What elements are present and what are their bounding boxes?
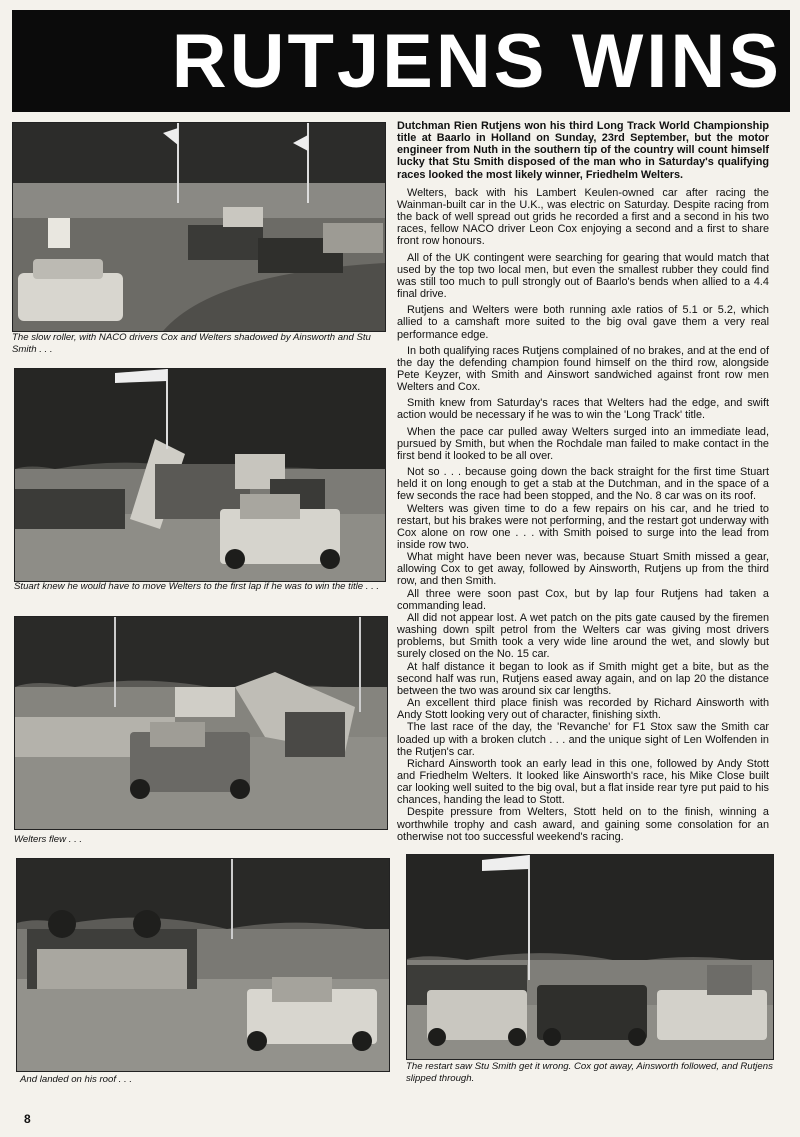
headline: RUTJENS WINS — [171, 19, 782, 104]
article-paragraph: Richard Ainsworth took an early lead in this one, followed by Andy Stott and Friedhelm Welters. It looked like Ainsworth's race, his Mike Close built car looking well suited to the big oval, but a flat inside rear tyre put paid to his chances, handing the lead to Stott. — [397, 757, 769, 807]
article-paragraph: All three were soon past Cox, but by lap four Rutjens had taken a commanding lead. — [397, 587, 769, 612]
photo-landed-on-roof-image — [17, 859, 389, 1071]
page-number: 8 — [24, 1112, 31, 1126]
article-paragraph: Welters, back with his Lambert Keulen-owned car after racing the Wainman-built car in the U.K., was electric on Saturday. Despite racing from the back of well spread out grids he recorded a first and a second in his two races, fellow NACO driver Leon Cox enjoying a second and a first to share front row honours. — [397, 186, 769, 248]
article-body — [397, 120, 769, 843]
article-paragraph: At half distance it began to look as if Smith might get a bite, but as the second half was run, Rutjens eased away again, and on lap 20 the distance between the two was around six car lengths. — [397, 660, 769, 697]
article-paragraph: When the pace car pulled away Welters surged into an immediate lead, pursued by Smith, but when the Rochdale man failed to make contact in the first bend it looked to be all over. — [397, 425, 769, 462]
article-paragraph: All did not appear lost. A wet patch on the pits gate caused by the firemen washing down spilt petrol from the Welters car was giving most drivers problems, but Smith took a very wide line around the wet, and slowly but surely closed on the No. 15 car. — [397, 611, 769, 661]
photo-caption: Stuart knew he would have to move Welters to the first lap if he was to win the title . . . — [14, 581, 380, 592]
article-paragraph: Welters was given time to do a few repairs on his car, and he tried to restart, but his brakes were not performing, and the restart got underway with Cox alone on row one . . . with Smith poised to surge into the lead from inside row two. — [397, 502, 769, 551]
headline-banner — [12, 10, 790, 112]
article-lead: Dutchman Rien Rutjens won his third Long Track World Championship title at Baarlo in Holland on Sunday, 23rd September, but the motor engineer from Nuth in the southern tip of the country will count himself lucky that Stu Smith disposed of the man who in Saturday's qualifying races looked the most likely winner, Friedhelm Welters. — [397, 120, 769, 181]
photo-restart-image — [407, 855, 773, 1059]
photo-welters-flew-image — [15, 617, 387, 829]
photo-crash-first-bend — [14, 368, 386, 582]
article-paragraph: The last race of the day, the 'Revanche' for F1 Stox saw the Smith car loaded up with a broken clutch . . . and the unique sight of Len Wolfenden in the Rutjen's car. — [397, 721, 769, 758]
photo-caption: Welters flew . . . — [14, 834, 83, 845]
article-paragraph: All of the UK contingent were searching for gearing that would match that used by the top two local men, but even the smallest rubber they could find was still too much to pull strongly out of Baarlo's bends when allied to a 4.4 final drive. — [397, 251, 769, 301]
photo-slow-roller — [12, 122, 386, 332]
photo-restart — [406, 854, 774, 1060]
photo-welters-flew — [14, 616, 388, 830]
photo-caption: And landed on his roof . . . — [20, 1074, 133, 1085]
article-paragraph: An excellent third place finish was recorded by Richard Ainsworth with Andy Stott looking very out of character, finishing sixth. — [397, 697, 769, 722]
article-paragraph: In both qualifying races Rutjens complained of no brakes, and at the end of the day the defending champion found himself on the third row, alongside Pete Keyzer, with Smith and Ainswort sandwiched against front row men Welters and Cox. — [397, 344, 769, 394]
photo-crash-first-bend-image — [15, 369, 385, 581]
article-paragraph: What might have been never was, because Stuart Smith missed a gear, allowing Cox to get away, followed by Ainsworth, Rutjens up from the third row, and then Smith. — [397, 551, 769, 588]
article-paragraph: Despite pressure from Welters, Stott held on to the finish, winning a worthwhile trophy and cash award, and gaining some consolation for an otherwise not too successful weekend's racing. — [397, 806, 769, 843]
photo-caption: The restart saw Stu Smith get it wrong. Cox got away, Ainsworth followed, and Rutjens slipped through. — [406, 1061, 773, 1084]
photo-caption: The slow roller, with NACO drivers Cox and Welters shadowed by Ainsworth and Stu Smith . . . — [12, 332, 371, 355]
article-paragraph: Smith knew from Saturday's races that Welters had the edge, and swift action would be necessary if he was to win the 'Long Track' title. — [397, 397, 769, 422]
photo-landed-on-roof — [16, 858, 390, 1072]
article-paragraph: Rutjens and Welters were both running axle ratios of 5.1 or 5.2, which allied to a camshaft more suited to the big oval gave them a very real performance edge. — [397, 304, 769, 341]
photo-slow-roller-image — [13, 123, 385, 331]
article-paragraph: Not so . . . because going down the back straight for the first time Stuart held it on long enough to get a stab at the Dutchman, and in the space of a few seconds the race had been stopped, and the No. 8 car was on its roof. — [397, 466, 769, 503]
